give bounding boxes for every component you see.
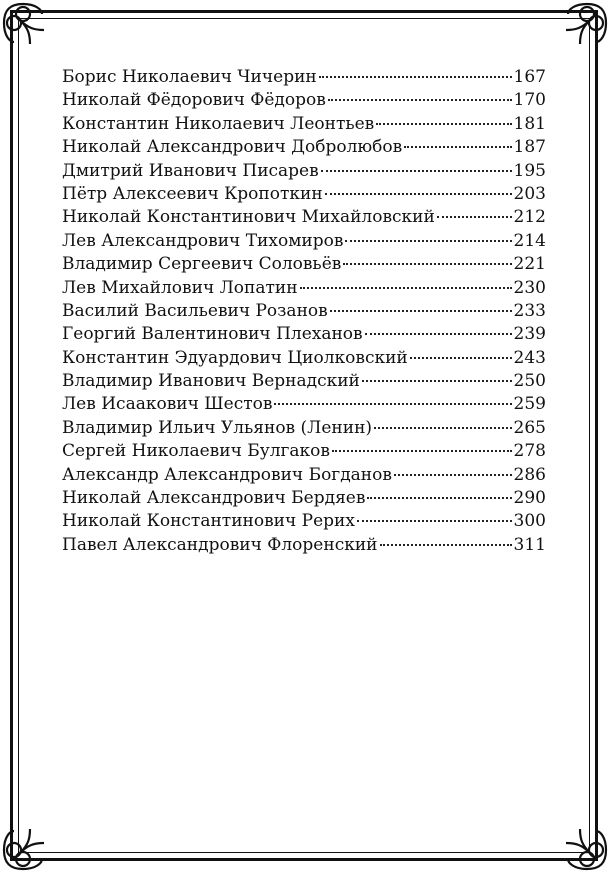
toc-entry-page: 265 xyxy=(513,417,546,438)
toc-entry-name: Владимир Сергеевич Соловьёв xyxy=(62,254,342,275)
toc-entry-name: Николай Фёдорович Фёдоров xyxy=(62,90,326,111)
toc-leader-dots xyxy=(362,380,512,382)
toc-leader-dots xyxy=(332,450,512,452)
toc-entry-page: 311 xyxy=(513,534,546,555)
toc-entry-page: 286 xyxy=(513,464,546,485)
toc-entry-page: 181 xyxy=(513,113,546,134)
toc-entry[interactable] xyxy=(62,534,546,557)
toc-entry-page: 203 xyxy=(513,183,546,204)
toc-entry[interactable] xyxy=(62,160,546,183)
toc-entry[interactable] xyxy=(62,253,546,276)
toc-entry[interactable] xyxy=(62,136,546,159)
toc-entry-page: 221 xyxy=(513,254,546,275)
toc-entry-name: Владимир Иванович Вернадский xyxy=(62,371,360,392)
toc-entry[interactable] xyxy=(62,113,546,136)
toc-entry[interactable] xyxy=(62,323,546,346)
corner-ornament-icon xyxy=(0,0,46,46)
toc-entry-name: Сергей Николаевич Булгаков xyxy=(62,441,330,462)
toc-leader-dots xyxy=(404,146,511,148)
toc-entry-name: Лев Александрович Тихомиров xyxy=(62,230,344,251)
toc-entry-page: 239 xyxy=(513,324,546,345)
toc-entry-name: Владимир Ильич Ульянов (Ленин) xyxy=(62,417,373,438)
toc-entry-page: 300 xyxy=(513,511,546,532)
toc-entry-name: Лев Михайлович Лопатин xyxy=(62,277,298,298)
toc-leader-dots xyxy=(330,310,512,312)
toc-entry-name: Василий Васильевич Розанов xyxy=(62,300,328,321)
toc-leader-dots xyxy=(357,520,512,522)
toc-entry[interactable] xyxy=(62,277,546,300)
toc-leader-dots xyxy=(319,76,512,78)
table-of-contents xyxy=(62,66,546,557)
toc-entry[interactable] xyxy=(62,300,546,323)
toc-entry-page: 214 xyxy=(513,230,546,251)
toc-leader-dots xyxy=(437,216,512,218)
corner-ornament-icon xyxy=(564,0,610,46)
toc-leader-dots xyxy=(343,263,511,265)
toc-entry-page: 230 xyxy=(513,277,546,298)
toc-entry-name: Николай Александрович Добролюбов xyxy=(62,137,403,158)
toc-entry-name: Борис Николаевич Чичерин xyxy=(62,67,317,87)
toc-leader-dots xyxy=(321,170,512,172)
toc-leader-dots xyxy=(394,474,512,476)
toc-leader-dots xyxy=(380,544,512,546)
toc-entry-page: 195 xyxy=(513,160,546,181)
toc-entry[interactable] xyxy=(62,393,546,416)
toc-entry-name: Николай Александрович Бердяев xyxy=(62,488,366,509)
toc-entry[interactable] xyxy=(62,89,546,112)
toc-entry-name: Александр Александрович Богданов xyxy=(62,464,392,485)
toc-entry[interactable] xyxy=(62,230,546,253)
toc-leader-dots xyxy=(367,497,511,499)
toc-entry[interactable] xyxy=(62,370,546,393)
toc-leader-dots xyxy=(325,193,512,195)
toc-entry[interactable] xyxy=(62,464,546,487)
toc-entry-name: Константин Николаевич Леонтьев xyxy=(62,113,375,134)
toc-entry[interactable] xyxy=(62,66,546,89)
toc-entry[interactable] xyxy=(62,183,546,206)
toc-entry[interactable] xyxy=(62,487,546,510)
toc-entry[interactable] xyxy=(62,347,546,370)
toc-entry-page: 167 xyxy=(513,67,546,87)
toc-entry[interactable] xyxy=(62,440,546,463)
toc-leader-dots xyxy=(345,240,511,242)
toc-entry-page: 243 xyxy=(513,347,546,368)
toc-entry-name: Николай Константинович Михайловский xyxy=(62,207,435,228)
toc-leader-dots xyxy=(328,99,512,101)
toc-leader-dots xyxy=(376,123,511,125)
toc-entry-name: Пётр Алексеевич Кропоткин xyxy=(62,183,323,204)
toc-entry-page: 278 xyxy=(513,441,546,462)
toc-entry-page: 250 xyxy=(513,371,546,392)
toc-entry-page: 170 xyxy=(513,90,546,111)
toc-leader-dots xyxy=(300,287,512,289)
toc-entry-page: 290 xyxy=(513,488,546,509)
toc-entry-name: Лев Исаакович Шестов xyxy=(62,394,273,415)
toc-entry[interactable] xyxy=(62,206,546,229)
toc-entry[interactable] xyxy=(62,510,546,533)
toc-leader-dots xyxy=(365,333,512,335)
toc-leader-dots xyxy=(274,403,511,405)
toc-entry-name: Николай Константинович Рерих xyxy=(62,511,355,532)
toc-entry-page: 187 xyxy=(513,137,546,158)
toc-leader-dots xyxy=(410,357,512,359)
toc-entry-page: 233 xyxy=(513,300,546,321)
toc-entry[interactable] xyxy=(62,417,546,440)
toc-entry-name: Дмитрий Иванович Писарев xyxy=(62,160,319,181)
corner-ornament-icon xyxy=(564,827,610,873)
toc-entry-name: Георгий Валентинович Плеханов xyxy=(62,324,363,345)
toc-entry-page: 212 xyxy=(513,207,546,228)
toc-entry-name: Павел Александрович Флоренский xyxy=(62,534,378,555)
toc-entry-name: Константин Эдуардович Циолковский xyxy=(62,347,408,368)
corner-ornament-icon xyxy=(0,827,46,873)
toc-leader-dots xyxy=(374,427,512,429)
toc-entry-page: 259 xyxy=(513,394,546,415)
